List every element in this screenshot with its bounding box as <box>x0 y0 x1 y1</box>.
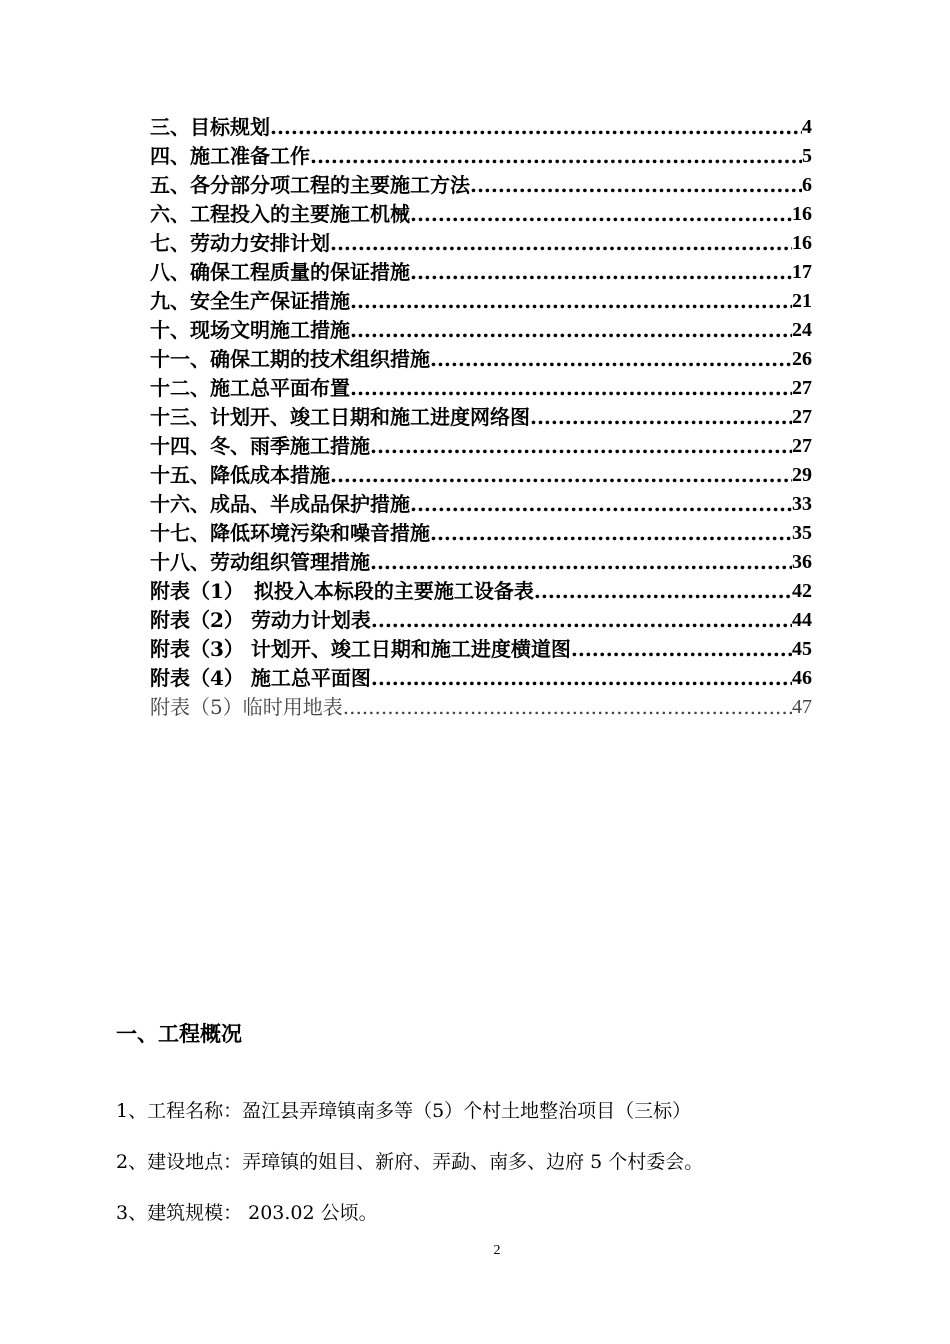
toc-leader-dots <box>370 548 792 577</box>
toc-leader-dots <box>270 113 802 142</box>
toc-entry[interactable] <box>150 229 812 258</box>
toc-leader-dots <box>410 490 792 519</box>
toc-entry[interactable] <box>150 200 812 229</box>
toc-entry[interactable] <box>150 664 812 693</box>
toc-entry[interactable] <box>150 113 812 142</box>
toc-entry[interactable] <box>150 142 812 171</box>
toc-leader-dots <box>470 171 802 200</box>
toc-leader-dots <box>370 432 792 461</box>
toc-entry-title: 十二、施工总平面布置 <box>150 376 350 400</box>
toc-entry-page: 29 <box>792 464 812 486</box>
toc-leader-dots <box>330 229 792 258</box>
toc-entry[interactable] <box>150 693 812 722</box>
toc-entry-title: 三、目标规划 <box>150 115 270 139</box>
toc-entry-title: 附表（5）临时用地表 <box>150 695 343 719</box>
toc-entry-page: 17 <box>792 261 812 283</box>
toc-entry[interactable] <box>150 577 812 606</box>
toc-entry[interactable] <box>150 287 812 316</box>
toc-entry-page: 27 <box>792 435 812 457</box>
toc-entry-page: 42 <box>792 580 812 602</box>
toc-entry-title: 十三、计划开、竣工日期和施工进度网络图 <box>150 405 530 429</box>
toc-entry-title: 六、工程投入的主要施工机械 <box>150 202 410 226</box>
toc-entry-page: 47 <box>792 696 812 718</box>
toc-entry[interactable] <box>150 606 812 635</box>
toc-entry[interactable] <box>150 461 812 490</box>
toc-leader-dots <box>350 287 792 316</box>
toc-leader-dots <box>371 664 792 693</box>
paragraph-project-name: 1、工程名称：盈江县弄璋镇南多等（5）个村土地整治项目（三标） <box>116 1100 692 1122</box>
toc-leader-dots <box>350 374 792 403</box>
toc-entry-page: 33 <box>792 493 812 515</box>
toc-entry[interactable] <box>150 432 812 461</box>
toc-entry-page: 16 <box>792 232 812 254</box>
toc-leader-dots <box>530 403 792 432</box>
toc-leader-dots <box>350 316 792 345</box>
toc-leader-dots <box>310 142 802 171</box>
toc-entry-title: 附表（4） 施工总平面图 <box>150 666 371 690</box>
toc-entry[interactable] <box>150 548 812 577</box>
toc-entry-title: 八、确保工程质量的保证措施 <box>150 260 410 284</box>
toc-entry-page: 44 <box>792 609 812 631</box>
toc-entry-page: 27 <box>792 406 812 428</box>
toc-entry-title: 附表（2） 劳动力计划表 <box>150 608 371 632</box>
toc-leader-dots <box>371 606 792 635</box>
toc-entry-title: 十五、降低成本措施 <box>150 463 330 487</box>
toc-entry-page: 24 <box>792 319 812 341</box>
toc-leader-dots <box>534 577 792 606</box>
toc-entry[interactable] <box>150 490 812 519</box>
toc-entry-title: 十、现场文明施工措施 <box>150 318 350 342</box>
toc-leader-dots <box>430 345 792 374</box>
paragraph-scale: 3、建筑规模： 203.02 公顷。 <box>116 1202 378 1224</box>
toc-entry-title: 七、劳动力安排计划 <box>150 231 330 255</box>
toc-entry-page: 46 <box>792 667 812 689</box>
toc-entry-page: 26 <box>792 348 812 370</box>
toc-entry-page: 21 <box>792 290 812 312</box>
paragraph-location: 2、建设地点：弄璋镇的姐目、新府、弄勐、南多、边府 5 个村委会。 <box>116 1151 704 1173</box>
toc-leader-dots <box>343 693 792 722</box>
toc-entry-title: 十七、降低环境污染和噪音措施 <box>150 521 430 545</box>
section-heading: 一、工程概况 <box>116 1021 242 1046</box>
toc-entry-title: 九、安全生产保证措施 <box>150 289 350 313</box>
page-number: 2 <box>493 1243 501 1258</box>
toc-entry-page: 5 <box>802 145 812 167</box>
toc-entry-page: 6 <box>802 174 812 196</box>
toc-entry[interactable] <box>150 316 812 345</box>
toc-leader-dots <box>571 635 792 664</box>
toc-entry[interactable] <box>150 374 812 403</box>
toc-leader-dots <box>410 258 792 287</box>
toc-entry-title: 十一、确保工期的技术组织措施 <box>150 347 430 371</box>
toc-leader-dots <box>430 519 792 548</box>
toc-entry[interactable] <box>150 403 812 432</box>
toc-entry-page: 27 <box>792 377 812 399</box>
toc-entry-title: 附表（3） 计划开、竣工日期和施工进度横道图 <box>150 637 571 661</box>
toc-entry-title: 四、施工准备工作 <box>150 144 310 168</box>
toc-entry[interactable] <box>150 258 812 287</box>
toc-entry-title: 五、各分部分项工程的主要施工方法 <box>150 173 470 197</box>
toc-entry-page: 4 <box>802 116 812 138</box>
table-of-contents <box>150 113 812 722</box>
toc-entry-title: 十六、成品、半成品保护措施 <box>150 492 410 516</box>
toc-entry[interactable] <box>150 635 812 664</box>
toc-entry-title: 十四、冬、雨季施工措施 <box>150 434 370 458</box>
toc-entry-page: 36 <box>792 551 812 573</box>
toc-entry-page: 16 <box>792 203 812 225</box>
toc-entry[interactable] <box>150 345 812 374</box>
toc-entry-title: 附表（1） 拟投入本标段的主要施工设备表 <box>150 579 534 603</box>
toc-entry-page: 35 <box>792 522 812 544</box>
toc-entry-title: 十八、劳动组织管理措施 <box>150 550 370 574</box>
toc-entry[interactable] <box>150 519 812 548</box>
toc-leader-dots <box>410 200 792 229</box>
toc-entry[interactable] <box>150 171 812 200</box>
toc-leader-dots <box>330 461 792 490</box>
toc-entry-page: 45 <box>792 638 812 660</box>
